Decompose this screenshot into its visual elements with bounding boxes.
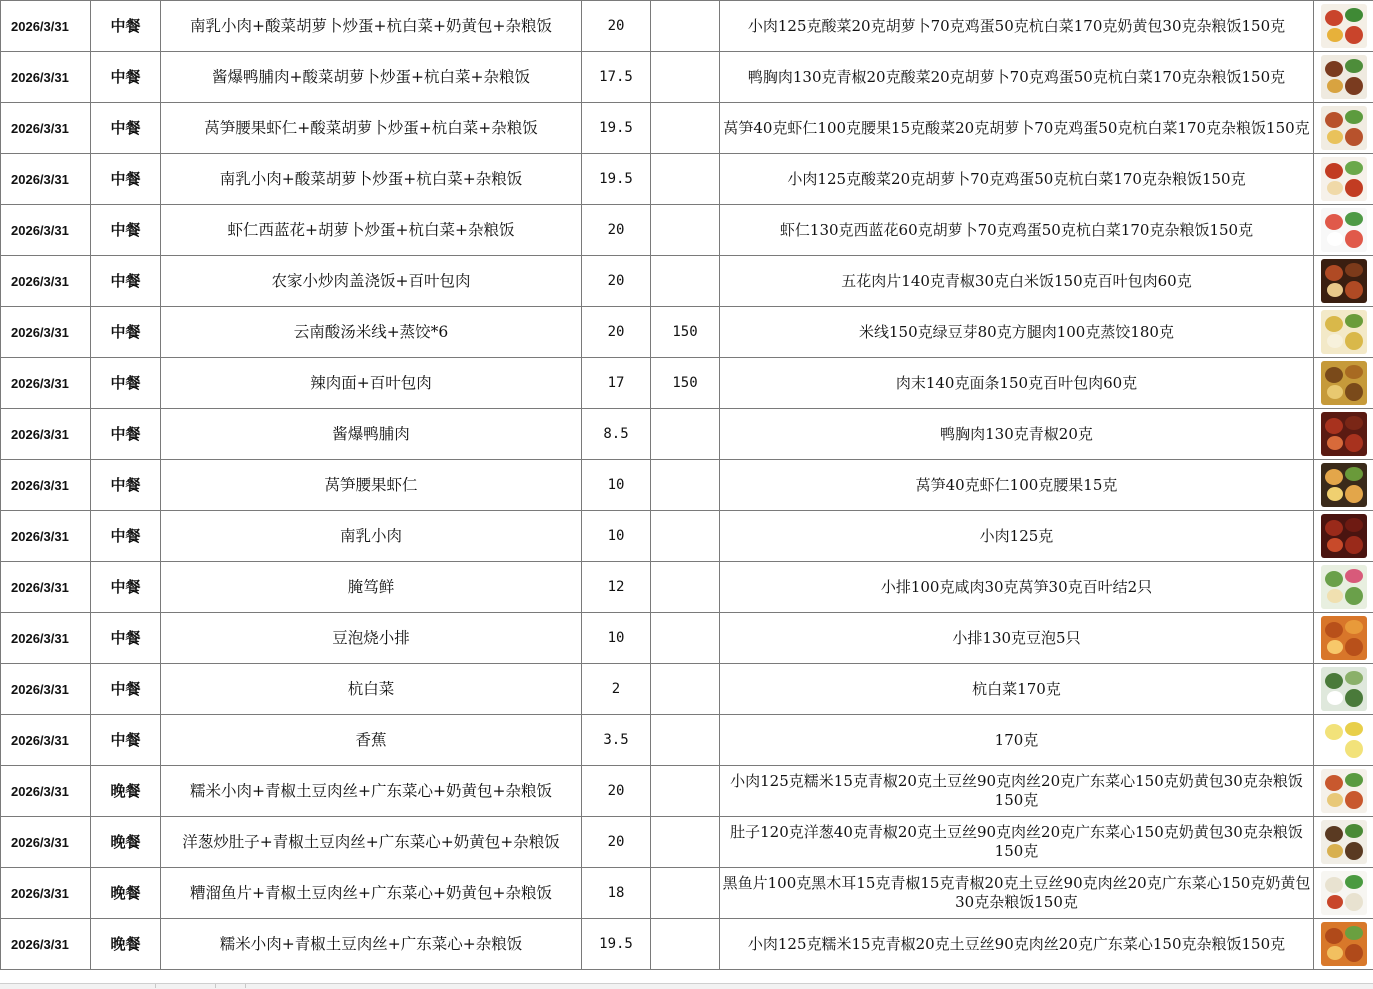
price-cell[interactable]: 12 bbox=[582, 562, 651, 613]
price-cell[interactable]: 20 bbox=[582, 1, 651, 52]
extra-value-cell[interactable] bbox=[651, 154, 720, 205]
meal-type-cell[interactable]: 中餐 bbox=[91, 103, 161, 154]
table-row bbox=[1, 256, 1373, 307]
dish-photo-cell[interactable] bbox=[1314, 154, 1373, 205]
date-cell[interactable]: 2026/3/31 bbox=[1, 715, 91, 766]
bento-box-photo bbox=[1321, 820, 1367, 864]
dish-name-cell[interactable]: 南乳小肉 bbox=[161, 511, 582, 562]
date-cell[interactable]: 2026/3/31 bbox=[1, 103, 91, 154]
dish-photo-cell[interactable] bbox=[1314, 817, 1373, 868]
bento-box-photo bbox=[1321, 55, 1367, 99]
table-row bbox=[1, 307, 1373, 358]
dish-name-cell[interactable]: 豆泡烧小排 bbox=[161, 613, 582, 664]
extra-value-cell[interactable] bbox=[651, 766, 720, 817]
ingredients-cell[interactable]: 莴笋40克虾仁100克腰果15克酸菜20克胡萝卜70克鸡蛋50克杭白菜170克杂粮饭150克 bbox=[720, 103, 1314, 154]
price-cell[interactable]: 10 bbox=[582, 511, 651, 562]
noodle-bowl-photo bbox=[1321, 361, 1367, 405]
date-cell[interactable]: 2026/3/31 bbox=[1, 562, 91, 613]
dish-name-cell[interactable]: 酱爆鸭脯肉 bbox=[161, 409, 582, 460]
dish-photo-cell[interactable] bbox=[1314, 52, 1373, 103]
table-row bbox=[1, 154, 1373, 205]
extra-value-cell[interactable]: 150 bbox=[651, 358, 720, 409]
dish-name-cell[interactable]: 杭白菜 bbox=[161, 664, 582, 715]
extra-value-cell[interactable] bbox=[651, 103, 720, 154]
table-row bbox=[1, 562, 1373, 613]
price-cell[interactable]: 20 bbox=[582, 817, 651, 868]
dish-photo-cell[interactable] bbox=[1314, 919, 1373, 970]
soup-dish-photo bbox=[1321, 565, 1367, 609]
meal-type-cell[interactable]: 中餐 bbox=[91, 52, 161, 103]
dish-name-cell[interactable]: 农家小炒肉盖浇饭+百叶包肉 bbox=[161, 256, 582, 307]
meal-type-cell[interactable]: 中餐 bbox=[91, 154, 161, 205]
ingredients-cell[interactable]: 小排100克咸肉30克莴笋30克百叶结2只 bbox=[720, 562, 1314, 613]
price-cell[interactable]: 20 bbox=[582, 307, 651, 358]
dish-name-cell[interactable]: 腌笃鲜 bbox=[161, 562, 582, 613]
dish-name-cell[interactable]: 糯米小肉+青椒土豆肉丝+广东菜心+奶黄包+杂粮饭 bbox=[161, 766, 582, 817]
price-cell[interactable]: 19.5 bbox=[582, 919, 651, 970]
dish-photo-cell[interactable] bbox=[1314, 205, 1373, 256]
dish-name-cell[interactable]: 莴笋腰果虾仁+酸菜胡萝卜炒蛋+杭白菜+杂粮饭 bbox=[161, 103, 582, 154]
table-row bbox=[1, 664, 1373, 715]
meal-type-cell[interactable]: 中餐 bbox=[91, 205, 161, 256]
extra-value-cell[interactable] bbox=[651, 511, 720, 562]
price-cell[interactable]: 19.5 bbox=[582, 154, 651, 205]
meal-type-cell[interactable]: 中餐 bbox=[91, 307, 161, 358]
table-row bbox=[1, 52, 1373, 103]
dish-photo-cell[interactable] bbox=[1314, 1, 1373, 52]
date-cell[interactable]: 2026/3/31 bbox=[1, 358, 91, 409]
table-row bbox=[1, 103, 1373, 154]
dish-photo-cell[interactable] bbox=[1314, 358, 1373, 409]
bento-box-photo bbox=[1321, 106, 1367, 150]
bento-box-photo bbox=[1321, 922, 1367, 966]
meal-type-cell[interactable]: 中餐 bbox=[91, 1, 161, 52]
extra-value-cell[interactable] bbox=[651, 1, 720, 52]
price-cell[interactable]: 17 bbox=[582, 358, 651, 409]
greens-photo bbox=[1321, 667, 1367, 711]
ingredients-cell[interactable]: 小肉125克酸菜20克胡萝卜70克鸡蛋50克杭白菜170克杂粮饭150克 bbox=[720, 154, 1314, 205]
extra-value-cell[interactable] bbox=[651, 919, 720, 970]
ingredients-cell[interactable]: 肉末140克面条150克百叶包肉60克 bbox=[720, 358, 1314, 409]
plate-dish-photo bbox=[1321, 208, 1367, 252]
ingredients-cell[interactable]: 小肉125克酸菜20克胡萝卜70克鸡蛋50克杭白菜170克奶黄包30克杂粮饭150克 bbox=[720, 1, 1314, 52]
extra-value-cell[interactable] bbox=[651, 256, 720, 307]
meal-type-cell[interactable]: 中餐 bbox=[91, 256, 161, 307]
dish-name-cell[interactable]: 辣肉面+百叶包肉 bbox=[161, 358, 582, 409]
table-row bbox=[1, 511, 1373, 562]
stir-fry-photo bbox=[1321, 463, 1367, 507]
ingredients-cell[interactable]: 杭白菜170克 bbox=[720, 664, 1314, 715]
table-row bbox=[1, 409, 1373, 460]
meal-type-cell[interactable]: 中餐 bbox=[91, 460, 161, 511]
table-row bbox=[1, 817, 1373, 868]
dish-photo-cell[interactable] bbox=[1314, 613, 1373, 664]
ingredients-cell[interactable]: 莴笋40克虾仁100克腰果15克 bbox=[720, 460, 1314, 511]
noodle-bowl-photo bbox=[1321, 310, 1367, 354]
date-cell[interactable]: 2026/3/31 bbox=[1, 664, 91, 715]
price-cell[interactable]: 20 bbox=[582, 256, 651, 307]
extra-value-cell[interactable] bbox=[651, 562, 720, 613]
ingredients-cell[interactable]: 小肉125克糯米15克青椒20克土豆丝90克肉丝20克广东菜心150克杂粮饭150克 bbox=[720, 919, 1314, 970]
ingredients-cell[interactable]: 肚子120克洋葱40克青椒20克土豆丝90克肉丝20克广东菜心150克奶黄包30克杂粮饭150克 bbox=[720, 817, 1314, 868]
date-cell[interactable]: 2026/3/31 bbox=[1, 52, 91, 103]
price-cell[interactable]: 19.5 bbox=[582, 103, 651, 154]
meal-type-cell[interactable]: 中餐 bbox=[91, 358, 161, 409]
ingredients-cell[interactable]: 170克 bbox=[720, 715, 1314, 766]
meal-type-cell[interactable]: 晚餐 bbox=[91, 766, 161, 817]
date-cell[interactable]: 2026/3/31 bbox=[1, 817, 91, 868]
dish-name-cell[interactable]: 糟溜鱼片+青椒土豆肉丝+广东菜心+奶黄包+杂粮饭 bbox=[161, 868, 582, 919]
ingredients-cell[interactable]: 小肉125克 bbox=[720, 511, 1314, 562]
table-row bbox=[1, 205, 1373, 256]
braised-pork-photo bbox=[1321, 514, 1367, 558]
extra-value-cell[interactable] bbox=[651, 715, 720, 766]
sheet-bottom-scrollbar[interactable] bbox=[0, 983, 1373, 989]
dish-photo-cell[interactable] bbox=[1314, 511, 1373, 562]
ingredients-cell[interactable]: 黑鱼片100克黑木耳15克青椒15克青椒20克土豆丝90克肉丝20克广东菜心150克奶黄包30克杂粮饭150克 bbox=[720, 868, 1314, 919]
dish-photo-cell[interactable] bbox=[1314, 460, 1373, 511]
dish-photo-cell[interactable] bbox=[1314, 103, 1373, 154]
meal-type-cell[interactable]: 中餐 bbox=[91, 664, 161, 715]
dish-photo-cell[interactable] bbox=[1314, 307, 1373, 358]
dish-name-cell[interactable]: 香蕉 bbox=[161, 715, 582, 766]
price-cell[interactable]: 18 bbox=[582, 868, 651, 919]
dish-photo-cell[interactable] bbox=[1314, 409, 1373, 460]
plate-dish-photo bbox=[1321, 871, 1367, 915]
table-row bbox=[1, 358, 1373, 409]
bento-box-photo bbox=[1321, 4, 1367, 48]
table-row bbox=[1, 766, 1373, 817]
date-cell[interactable]: 2026/3/31 bbox=[1, 613, 91, 664]
date-cell[interactable]: 2026/3/31 bbox=[1, 1, 91, 52]
price-cell[interactable]: 17.5 bbox=[582, 52, 651, 103]
sheet-tab-divider bbox=[155, 984, 216, 988]
rice-bowl-photo bbox=[1321, 259, 1367, 303]
extra-value-cell[interactable] bbox=[651, 817, 720, 868]
price-cell[interactable]: 10 bbox=[582, 613, 651, 664]
extra-value-cell[interactable] bbox=[651, 868, 720, 919]
extra-value-cell[interactable] bbox=[651, 664, 720, 715]
price-cell[interactable]: 2 bbox=[582, 664, 651, 715]
dish-photo-cell[interactable] bbox=[1314, 562, 1373, 613]
dish-name-cell[interactable]: 洋葱炒肚子+青椒土豆肉丝+广东菜心+奶黄包+杂粮饭 bbox=[161, 817, 582, 868]
table-row bbox=[1, 919, 1373, 970]
date-cell[interactable]: 2026/3/31 bbox=[1, 154, 91, 205]
date-cell[interactable]: 2026/3/31 bbox=[1, 511, 91, 562]
meal-type-cell[interactable]: 晚餐 bbox=[91, 817, 161, 868]
rib-dish-photo bbox=[1321, 616, 1367, 660]
dish-name-cell[interactable]: 南乳小肉+酸菜胡萝卜炒蛋+杭白菜+杂粮饭 bbox=[161, 154, 582, 205]
meal-type-cell[interactable]: 中餐 bbox=[91, 613, 161, 664]
extra-value-cell[interactable] bbox=[651, 460, 720, 511]
price-cell[interactable]: 8.5 bbox=[582, 409, 651, 460]
ingredients-cell[interactable]: 米线150克绿豆芽80克方腿肉100克蒸饺180克 bbox=[720, 307, 1314, 358]
sheet-tab-divider bbox=[95, 984, 156, 988]
date-cell[interactable]: 2026/3/31 bbox=[1, 868, 91, 919]
bowl-dish-photo bbox=[1321, 157, 1367, 201]
date-cell[interactable]: 2026/3/31 bbox=[1, 460, 91, 511]
date-cell[interactable]: 2026/3/31 bbox=[1, 766, 91, 817]
table-row bbox=[1, 1, 1373, 52]
ingredients-cell[interactable]: 鸭胸肉130克青椒20克 bbox=[720, 409, 1314, 460]
price-cell[interactable]: 20 bbox=[582, 205, 651, 256]
ingredients-cell[interactable]: 虾仁130克西蓝花60克胡萝卜70克鸡蛋50克杭白菜170克杂粮饭150克 bbox=[720, 205, 1314, 256]
date-cell[interactable]: 2026/3/31 bbox=[1, 919, 91, 970]
extra-value-cell[interactable] bbox=[651, 205, 720, 256]
dish-name-cell[interactable]: 糯米小肉+青椒土豆肉丝+广东菜心+杂粮饭 bbox=[161, 919, 582, 970]
dish-name-cell[interactable]: 云南酸汤米线+蒸饺*6 bbox=[161, 307, 582, 358]
extra-value-cell[interactable] bbox=[651, 613, 720, 664]
extra-value-cell[interactable] bbox=[651, 52, 720, 103]
sheet-tab-divider bbox=[215, 984, 246, 988]
meal-type-cell[interactable]: 中餐 bbox=[91, 511, 161, 562]
ingredients-cell[interactable]: 小排130克豆泡5只 bbox=[720, 613, 1314, 664]
dish-photo-cell[interactable] bbox=[1314, 868, 1373, 919]
meal-type-cell[interactable]: 晚餐 bbox=[91, 919, 161, 970]
dish-photo-cell[interactable] bbox=[1314, 715, 1373, 766]
dish-name-cell[interactable]: 南乳小肉+酸菜胡萝卜炒蛋+杭白菜+奶黄包+杂粮饭 bbox=[161, 1, 582, 52]
ingredients-cell[interactable]: 鸭胸肉130克青椒20克酸菜20克胡萝卜70克鸡蛋50克杭白菜170克杂粮饭150克 bbox=[720, 52, 1314, 103]
meal-type-cell[interactable]: 晚餐 bbox=[91, 868, 161, 919]
dish-photo-cell[interactable] bbox=[1314, 664, 1373, 715]
meal-type-cell[interactable]: 中餐 bbox=[91, 715, 161, 766]
banana-photo bbox=[1321, 718, 1367, 762]
meal-type-cell[interactable]: 中餐 bbox=[91, 409, 161, 460]
date-cell[interactable]: 2026/3/31 bbox=[1, 256, 91, 307]
meat-dish-photo bbox=[1321, 412, 1367, 456]
dish-name-cell[interactable]: 酱爆鸭脯肉+酸菜胡萝卜炒蛋+杭白菜+杂粮饭 bbox=[161, 52, 582, 103]
table-row bbox=[1, 715, 1373, 766]
date-cell[interactable]: 2026/3/31 bbox=[1, 409, 91, 460]
table-row bbox=[1, 460, 1373, 511]
ingredients-cell[interactable]: 小肉125克糯米15克青椒20克土豆丝90克肉丝20克广东菜心150克奶黄包30克杂粮饭150克 bbox=[720, 766, 1314, 817]
dish-name-cell[interactable]: 虾仁西蓝花+胡萝卜炒蛋+杭白菜+杂粮饭 bbox=[161, 205, 582, 256]
table-row bbox=[1, 613, 1373, 664]
ingredients-cell[interactable]: 五花肉片140克青椒30克白米饭150克百叶包肉60克 bbox=[720, 256, 1314, 307]
price-cell[interactable]: 10 bbox=[582, 460, 651, 511]
dish-photo-cell[interactable] bbox=[1314, 766, 1373, 817]
date-cell[interactable]: 2026/3/31 bbox=[1, 307, 91, 358]
date-cell[interactable]: 2026/3/31 bbox=[1, 205, 91, 256]
table-row bbox=[1, 868, 1373, 919]
extra-value-cell[interactable] bbox=[651, 409, 720, 460]
price-cell[interactable]: 3.5 bbox=[582, 715, 651, 766]
meal-type-cell[interactable]: 中餐 bbox=[91, 562, 161, 613]
dish-name-cell[interactable]: 莴笋腰果虾仁 bbox=[161, 460, 582, 511]
extra-value-cell[interactable]: 150 bbox=[651, 307, 720, 358]
bento-box-photo bbox=[1321, 769, 1367, 813]
menu-table-body bbox=[1, 1, 1373, 970]
dish-photo-cell[interactable] bbox=[1314, 256, 1373, 307]
price-cell[interactable]: 20 bbox=[582, 766, 651, 817]
